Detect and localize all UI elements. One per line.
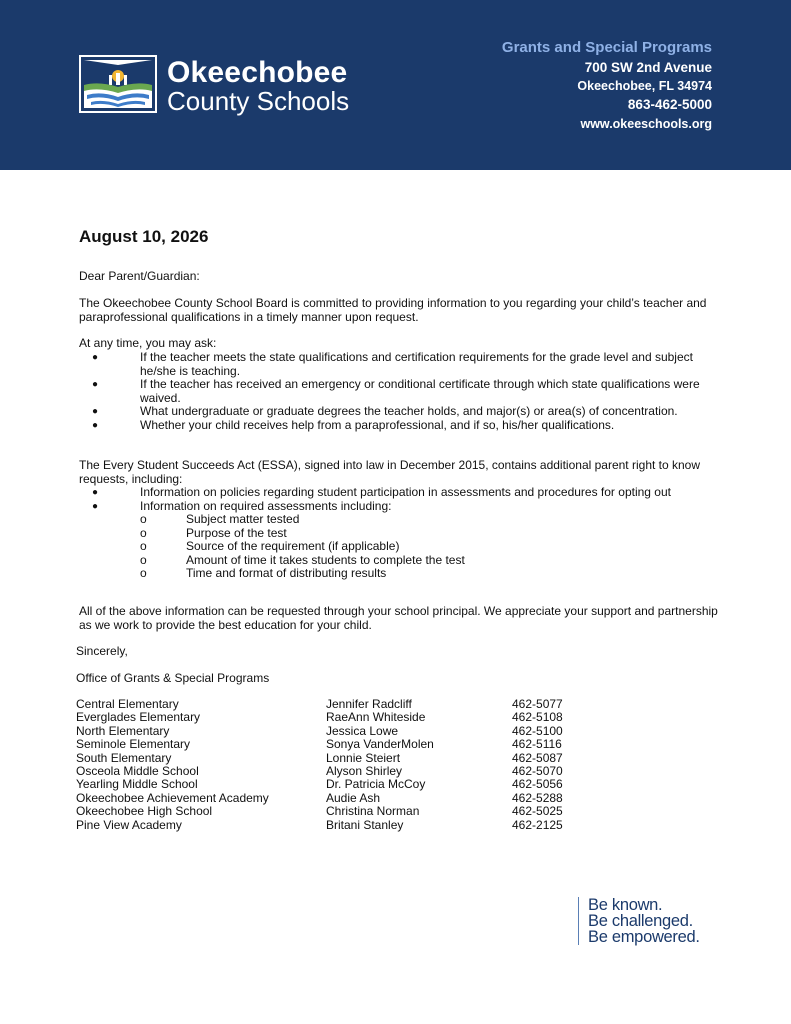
school-name: Okeechobee Achievement Academy xyxy=(76,790,269,805)
district-logo-icon xyxy=(79,55,157,113)
essa-paragraph-line2: requests, including: xyxy=(79,471,183,486)
school-name: North Elementary xyxy=(76,723,170,738)
list-item-continuation: waived. xyxy=(140,390,181,405)
sub-bullet-marker: o xyxy=(140,512,147,526)
closing-paragraph-line1: All of the above information can be requested through your school principal. We appreciate your support and partnership xyxy=(79,604,718,618)
bullet-icon: ● xyxy=(92,352,99,363)
school-name: Okeechobee High School xyxy=(76,804,213,819)
sign-off: Sincerely, xyxy=(76,644,128,658)
contact-phone: 462-2125 xyxy=(512,817,563,832)
contact-name: Audie Ash xyxy=(326,790,381,805)
contact-phone: 462-5077 xyxy=(512,697,563,711)
salutation: Dear Parent/Guardian: xyxy=(79,269,200,283)
sub-bullet-marker: o xyxy=(140,566,147,580)
contact-phone: 462-5087 xyxy=(512,750,563,765)
contact-name: Alyson Shirley xyxy=(326,763,403,778)
contact-block xyxy=(502,38,712,134)
contact-phone: 462-5025 xyxy=(512,804,563,819)
essa-paragraph-line1: The Every Student Succeeds Act (ESSA), signed into law in December 2015, contains additional parent right to know xyxy=(79,458,701,472)
logo-name-line2: County Schools xyxy=(167,86,350,116)
sub-list-item: Source of the requirement (if applicable) xyxy=(186,539,400,553)
ask-intro: At any time, you may ask: xyxy=(79,336,217,350)
list-item: Information on policies regarding student participation in assessments and procedures for opting out xyxy=(140,485,671,499)
website-link[interactable]: www.okeeschools.org xyxy=(580,117,712,131)
phone-number: 863-462-5000 xyxy=(627,97,712,112)
department-name: Grants and Special Programs xyxy=(501,39,712,56)
intro-paragraph-line1: The Okeechobee County School Board is committed to providing information to you regarding your child’s teacher and xyxy=(79,296,707,310)
school-name: Yearling Middle School xyxy=(76,777,198,792)
office-name: Office of Grants & Special Programs xyxy=(76,671,270,685)
bullet-icon: ● xyxy=(92,487,99,498)
school-name: Osceola Middle School xyxy=(76,763,199,778)
letterhead-banner xyxy=(0,0,791,170)
contact-phone: 462-5100 xyxy=(512,723,563,738)
logo-name-line1: Okeechobee xyxy=(167,56,348,89)
contact-phone: 462-5056 xyxy=(512,777,563,792)
contact-phone: 462-5116 xyxy=(512,737,562,752)
bullet-icon: ● xyxy=(92,500,99,512)
closing-paragraph-line2: as we work to provide the best education for your child. xyxy=(79,617,372,632)
contact-name: Lonnie Steiert xyxy=(326,750,401,765)
contact-name: Dr. Patricia McCoy xyxy=(326,777,426,792)
contact-name: Christina Norman xyxy=(326,804,420,819)
list-item: If the teacher has received an emergency or conditional certificate through which state qualifications were xyxy=(140,377,700,391)
sub-bullet-marker: o xyxy=(140,539,147,553)
list-item-continuation: he/she is teaching. xyxy=(140,363,241,378)
sub-list-item: Subject matter tested xyxy=(186,512,300,526)
tagline-line3: Be empowered. xyxy=(588,928,700,946)
contact-phone: 462-5108 xyxy=(512,710,563,725)
sub-list-item: Amount of time it takes students to complete the test xyxy=(186,552,465,567)
tagline-line2: Be challenged. xyxy=(588,912,693,930)
tagline-line1: Be known. xyxy=(588,896,663,914)
sub-list-item: Purpose of the test xyxy=(186,525,287,540)
contact-phone: 462-5288 xyxy=(512,790,563,805)
list-item: What undergraduate or graduate degrees the teacher holds, and major(s) or area(s) of concentration. xyxy=(140,404,678,418)
school-name: Seminole Elementary xyxy=(76,737,191,752)
contact-name: RaeAnn Whiteside xyxy=(326,710,426,725)
contact-name: Britani Stanley xyxy=(326,817,404,832)
district-tagline xyxy=(578,897,700,945)
school-name: Everglades Elementary xyxy=(76,710,201,725)
contact-name: Jennifer Radcliff xyxy=(326,697,412,711)
contact-name: Jessica Lowe xyxy=(326,723,399,738)
intro-paragraph-line2: paraprofessional qualifications in a timely manner upon request. xyxy=(79,309,419,324)
letter-date: August 10, 2026 xyxy=(79,227,209,246)
list-item: If the teacher meets the state qualifications and certification requirements for the grade level and subject xyxy=(140,350,693,364)
contact-phone: 462-5070 xyxy=(512,763,563,778)
school-name: Central Elementary xyxy=(76,697,179,711)
sub-bullet-marker: o xyxy=(140,552,147,567)
city-state-zip: Okeechobee, FL 34974 xyxy=(577,79,712,93)
contact-name: Sonya VanderMolen xyxy=(326,737,434,752)
bullet-icon: ● xyxy=(92,406,99,417)
school-name: South Elementary xyxy=(76,750,172,765)
sub-bullet-marker: o xyxy=(140,525,147,540)
street-address: 700 SW 2nd Avenue xyxy=(584,60,712,75)
school-name: Pine View Academy xyxy=(76,817,182,832)
sub-list-item: Time and format of distributing results xyxy=(186,566,387,580)
bullet-icon: ● xyxy=(92,379,99,390)
bullet-icon: ● xyxy=(92,419,99,431)
list-item: Whether your child receives help from a paraprofessional, and if so, his/her qualifications. xyxy=(140,417,615,432)
list-item: Information on required assessments including: xyxy=(140,498,392,513)
district-logo-text xyxy=(167,58,349,115)
